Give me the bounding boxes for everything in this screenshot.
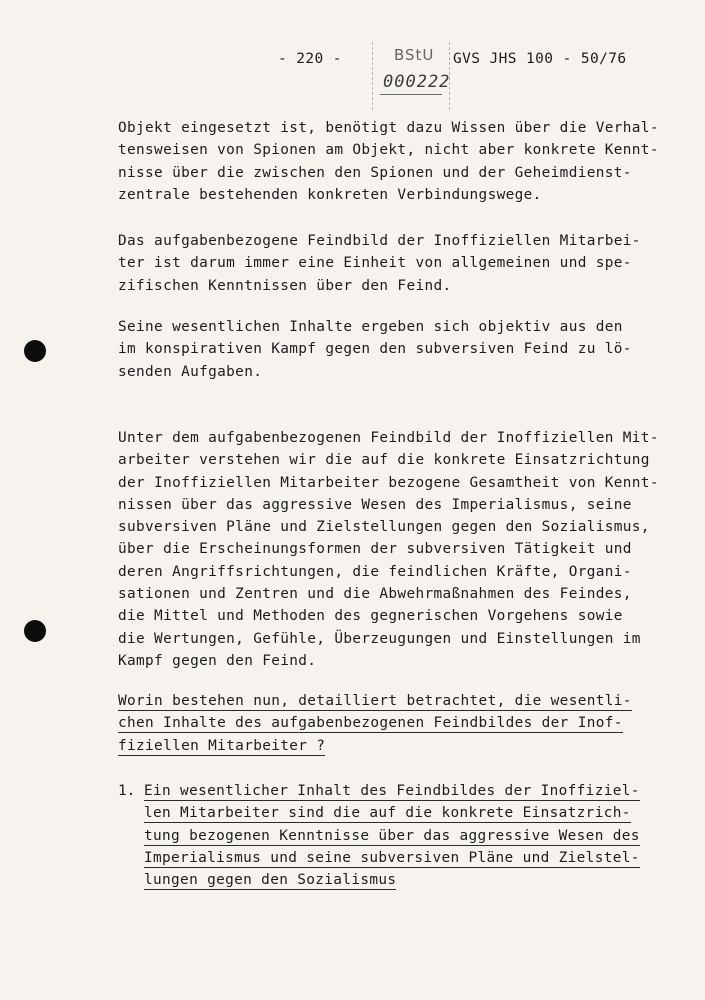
- underlined-text-line: Worin bestehen nun, detailliert betrachtet, die wesentli-: [118, 693, 632, 709]
- underlined-text-line: chen Inhalte des aufgabenbezogenen Feindbildes der Inof-: [118, 715, 623, 732]
- text-line: über die Erscheinungsformen der subversiven Tätigkeit und: [118, 541, 632, 558]
- paragraph-1: [118, 117, 658, 206]
- underlined-text-line: Imperialismus und seine subversiven Pläne und Zielstel-: [144, 849, 640, 866]
- paragraph-4: [118, 427, 658, 672]
- text-line: tensweisen von Spionen am Objekt, nicht aber konkrete Kennt-: [118, 142, 659, 159]
- paragraph-3: [118, 316, 658, 383]
- text-line: Objekt eingesetzt ist, benötigt dazu Wissen über die Verhal-: [118, 120, 659, 136]
- paragraph-2: [118, 230, 658, 297]
- text-line: die Wertungen, Gefühle, Überzeugungen und Einstellungen im: [118, 630, 641, 647]
- text-line: Das aufgabenbezogene Feindbild der Inoffiziellen Mitarbei-: [118, 233, 641, 249]
- page-number: - 220 -: [278, 51, 342, 67]
- text-line: ter ist darum immer eine Einheit von allgemeinen und spe-: [118, 255, 632, 272]
- underlined-text-line: lungen gegen den Sozialismus: [144, 872, 397, 889]
- text-line: im konspirativen Kampf gegen den subversiven Feind zu lö-: [118, 341, 632, 358]
- text-line: deren Angriffsrichtungen, die feindlichen Kräfte, Organi-: [118, 563, 632, 580]
- text-line: Unter dem aufgabenbezogenen Feindbild der Inoffiziellen Mit-: [118, 430, 659, 446]
- question-paragraph: [118, 690, 658, 757]
- text-line: senden Aufgaben.: [118, 363, 263, 380]
- text-line: nissen über das aggressive Wesen des Imperialismus, seine: [118, 496, 632, 513]
- underlined-text-line: fiziellen Mitarbeiter ?: [118, 737, 326, 754]
- punch-hole: [24, 620, 46, 642]
- punch-hole: [24, 340, 46, 362]
- underlined-text-line: tung bezogenen Kenntnisse über das aggressive Wesen des: [144, 827, 640, 844]
- text-line: arbeiter verstehen wir die auf die konkrete Einsatzrichtung: [118, 452, 650, 469]
- underlined-text-line: len Mitarbeiter sind die auf die konkrete Einsatzrich-: [144, 805, 631, 822]
- archive-stamp-number: 000222: [383, 72, 451, 92]
- list-item-number: 1.: [118, 783, 136, 799]
- list-item-1: [144, 780, 654, 891]
- archive-stamp-org: BStU: [394, 46, 435, 64]
- classification-reference: GVS JHS 100 - 50/76: [453, 51, 627, 67]
- text-line: nisse über die zwischen den Spionen und der Geheimdienst-: [118, 164, 632, 181]
- text-line: Kampf gegen den Feind.: [118, 652, 317, 669]
- text-line: sationen und Zentren und die Abwehrmaßnahmen des Feindes,: [118, 586, 632, 603]
- text-line: zifischen Kenntnissen über den Feind.: [118, 277, 452, 294]
- archive-stamp-rule: [380, 94, 442, 95]
- text-line: die Mittel und Methoden des gegnerischen Vorgehens sowie: [118, 608, 623, 625]
- text-line: subversiven Pläne und Zielstellungen gegen den Sozialismus,: [118, 519, 650, 536]
- text-line: der Inoffiziellen Mitarbeiter bezogene Gesamtheit von Kennt-: [118, 474, 659, 491]
- text-line: Seine wesentlichen Inhalte ergeben sich objektiv aus den: [118, 319, 623, 335]
- text-line: zentrale bestehenden konkreten Verbindungswege.: [118, 186, 542, 203]
- underlined-text-line: Ein wesentlicher Inhalt des Feindbildes der Inoffiziel-: [144, 783, 640, 799]
